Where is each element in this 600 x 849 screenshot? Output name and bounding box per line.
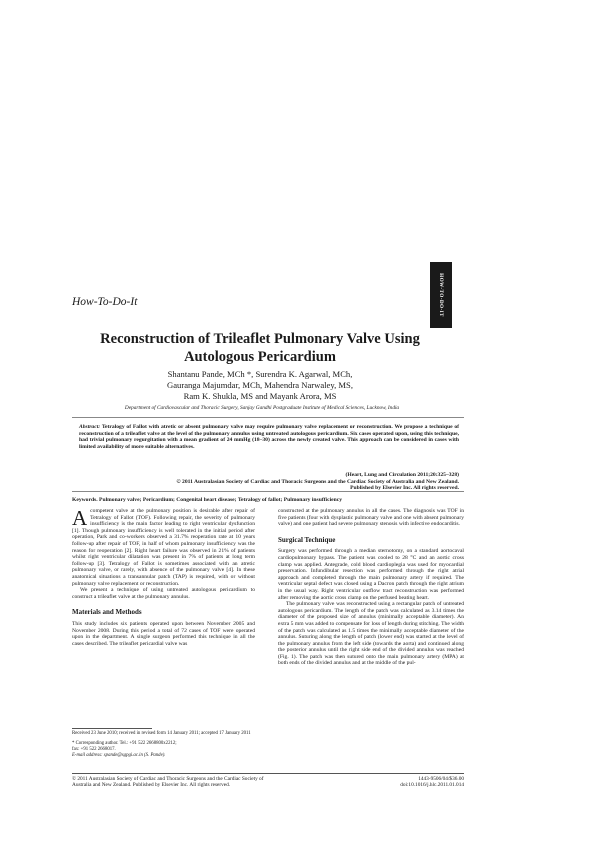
surgical-heading: Surgical Technique — [278, 535, 336, 544]
footnote-corresponding: * Corresponding author. Tel.: +91 522 2668800x2212; — [72, 741, 177, 747]
drop-cap: A — [72, 506, 88, 530]
surgical-paragraph-1: Surgery was performed through a median sternotomy, on a standard aortocaval cardiopulmonary bypass. The patient was cooled to 28 °C and an aortic cross clamp was applied. Antegrade, cold blood cardioplegia was used for myocardial preservation. Infundibular resection was performed through the right atrial approach and completed through the main pulmonary artery if required. The ventricular septal defect was closed using a Dacron patch through the right atrium in the usual way. Right ventricular outflow tract reconstruction was performed after removing the aortic cross clamp on the perfused beating heart. — [278, 548, 464, 601]
methods-paragraph-1: This study includes six patients operated upon between November 2005 and November 2008. During this period a total of 72 cases of TOF were operated upon in the department. A single surgeon performed this technique in all the cases described. The trileaflet pericardial valve was — [72, 620, 255, 647]
column-right — [278, 508, 464, 667]
footer-copyright-line-1: © 2011 Australasian Society of Cardiac and Thoracic Surgeons and the Cardiac Society of — [72, 776, 264, 782]
section-side-tab — [430, 262, 452, 328]
citation: (Heart, Lung and Circulation 2011;20:325–328) — [345, 472, 459, 478]
footnote-received: Received 23 June 2010; received in revised form 14 January 2011; accepted 17 January 2011 — [72, 731, 251, 736]
abstract — [79, 424, 459, 451]
doi: doi:10.1016/j.hlc.2011.01.014 — [400, 782, 464, 789]
column-left — [72, 508, 255, 647]
intro-paragraph-2: We present a technique of using untreated autologous pericardium to construct a trileaflet valve at the pulmonary annulus. — [72, 587, 255, 600]
intro-text-1: competent valve at the pulmonary position is desirable after repair of Tetralogy of Fallot (TOF). Following repair, the severity of pulmonary insufficiency is the main factor leading to right ventricular dysfunction [1]. Though pulmonary insufficiency is well tolerated in the initial period after operation, Park and co-workers observed a 31.7% reoperation rate at 10 years follow-up after repair of TOF, in half of whom pulmonary insufficiency was the reason for reoperation [2]. Right heart failure was observed in 21% of patients whilst right ventricular dilatation was present in 7% of patients at long term follow-up [3]. Tetralogy of Fallot is sometimes associated with an atretic pulmonary valve, or rarely, with absence of the pulmonary valve [4]. In these anatomical situations a transannular patch (TAP) is required, with or without pulmonary valve replacement or reconstruction. — [72, 508, 255, 587]
title-line-1: Reconstruction of Trileaflet Pulmonary Valve Using — [100, 331, 420, 347]
copyright-line-2: Published by Elsevier Inc. All rights reserved. — [350, 485, 459, 492]
col2-paragraph-1: constructed at the pulmonary annulus in all the cases. The diagnosis was TOF in five patients (four with dysplastic pulmonary valve and one with absent pulmonary valve) and one patient had severe pulmonary stenosis with infective endocarditis. — [278, 508, 464, 528]
article-title — [60, 330, 460, 366]
side-tab-label: HOW-TO-DO-IT — [438, 273, 444, 317]
page-footer-divider — [72, 773, 464, 774]
page-footer-copyright — [72, 776, 372, 789]
abstract-footer — [79, 472, 459, 492]
footnote-divider — [72, 728, 152, 729]
abstract-text: Tetralogy of Fallot with atretic or absent pulmonary valve may require pulmonary valve replacement or reconstruction. We propose a technique of reconstruction of a trileaflet valve at the level of the pulmonary annulus using untreated autologous pericardium. Six cases operated upon, using this technique, had trivial pulmonary regurgitation with a mean gradient of 24 mmHg (18–30) across the newly created valve. This approach can be considered in cases with limited availability of more suitable alternatives. — [79, 424, 459, 451]
author-list — [90, 369, 430, 402]
intro-paragraph-1 — [72, 508, 255, 587]
issn-price: 1443-9506/04/$36.00 — [418, 776, 464, 782]
authors-line-2: Gauranga Majumdar, MCh, Mahendra Narwaley, MS, — [167, 380, 353, 390]
methods-heading: Materials and Methods — [72, 608, 142, 617]
surgical-paragraph-2: The pulmonary valve was reconstructed using a rectangular patch of untreated autologous pericardium. The length of the patch was calculated as 3.14 times the diameter of the proposed size of annulus (minimally acceptable diameter). An extra 5 mm was added to compensate for loss of length during stitching. The width of the patch was calculated as 1.5 times the minimally acceptable diameter of the annulus. Suturing along the length of patch (lower end) was started at the level of the pulmonary annulus from the left side (towards the aorta) and continued along the posterior annulus until the right side end of the divided annulus was reached (Fig. 1). The patch was then sutured onto the main pulmonary artery (MPA) at both ends of the divided annulus and at the middle of the pul- — [278, 601, 464, 667]
footer-copyright-line-2: Australia and New Zealand. Published by Elsevier Inc. All rights reserved. — [72, 782, 231, 789]
page-footer-identifiers — [380, 776, 464, 789]
copyright-line-1: © 2011 Australasian Society of Cardiac and Thoracic Surgeons and the Cardiac Society of Australia and New Zealand. — [176, 478, 459, 485]
footnote-fax: fax: +91 522 2668017. — [72, 747, 116, 753]
authors-line-3: Ram K. Shukla, MS and Mayank Arora, MS — [183, 391, 337, 401]
authors-line-1: Shantanu Pande, MCh *, Surendra K. Agarwal, MCh, — [167, 369, 353, 379]
article-type-label: How-To-Do-It — [72, 296, 138, 308]
footnote-email: E-mail address: spande@sgpgi.ac.in (S. Pande). — [72, 753, 166, 759]
keywords: Keywords. Pulmonary valve; Pericardium; Congenital heart disease; Tetralogy of fallot; Pulmonary insufficiency — [72, 491, 464, 503]
abstract-label: Abstract: — [79, 424, 101, 430]
affiliation: Department of Cardiovascular and Thoracic Surgery, Sanjay Gandhi Postgraduate Institute of Medical Sciences, Lucknow, India — [124, 405, 400, 411]
footnotes — [72, 731, 255, 759]
title-line-2: Autologous Pericardium — [184, 349, 336, 365]
